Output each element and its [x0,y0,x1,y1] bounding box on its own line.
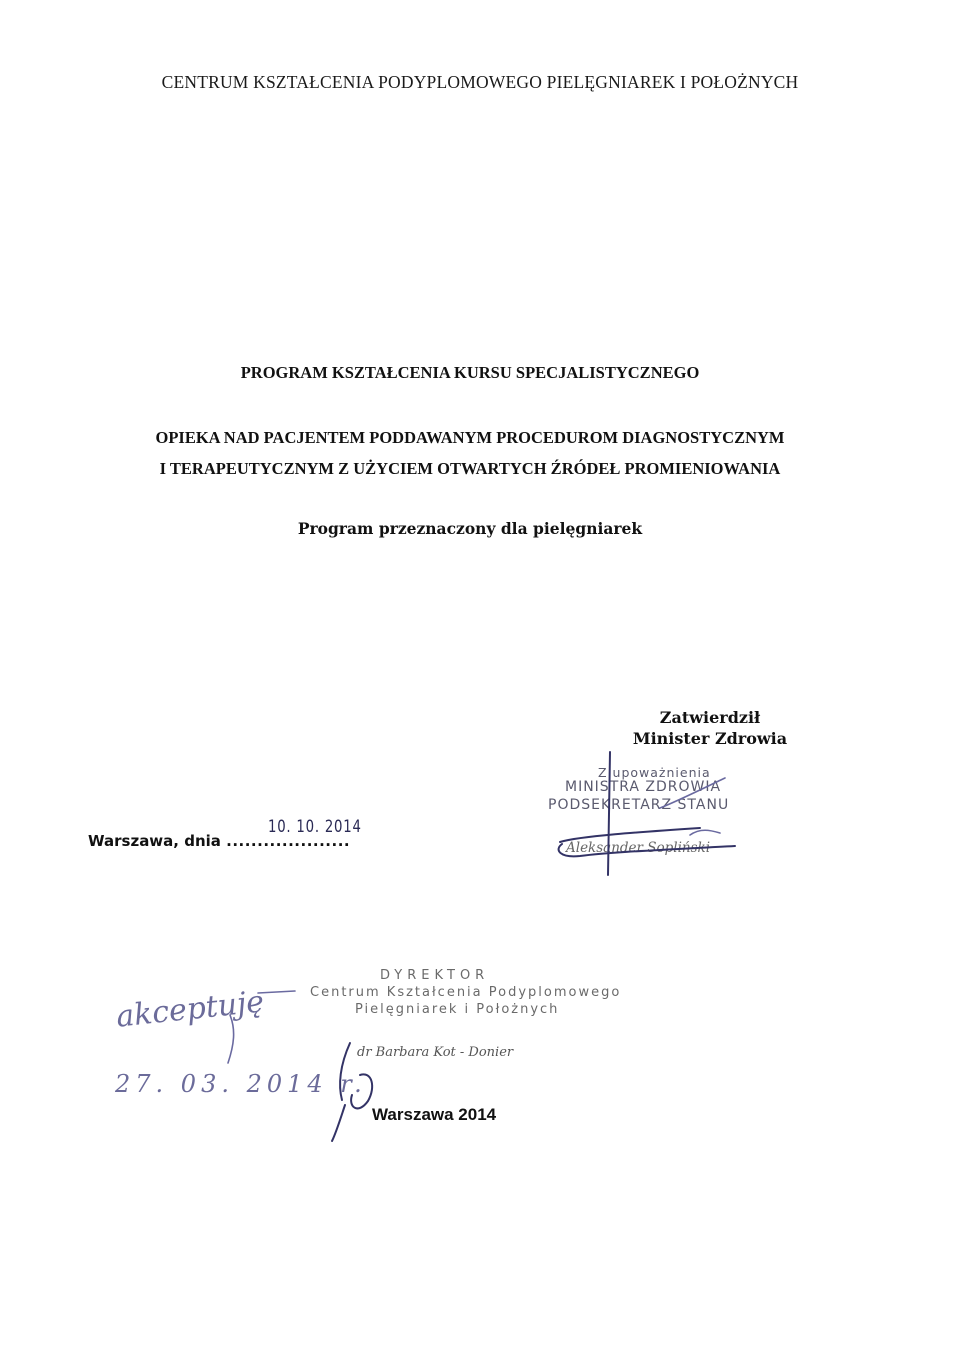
ministry-stamp-line-1: Z upoważnienia [598,765,711,780]
handwritten-acceptance-date: 27. 03. 2014 r. [115,1070,367,1098]
ministry-stamp-signature-name: Aleksander Sopliński [566,840,711,856]
director-stamp-line-2: Centrum Kształcenia Podyplomowego [310,985,622,1000]
course-title-line-1: OPIEKA NAD PACJENTEM PODDAWANYM PROCEDUROM DIAGNOSTYCZNYM [155,428,785,447]
institution-header: CENTRUM KSZTAŁCENIA PODYPLOMOWEGO PIELĘGNIAREK I POŁOŻNYCH [161,72,799,92]
director-stamp-name: dr Barbara Kot - Donier [357,1045,514,1060]
ministry-stamp-line-2: MINISTRA ZDROWIA [565,779,722,795]
approved-by-label: Zatwierdził [659,708,761,727]
program-audience: Program przeznaczony dla pielęgniarek [297,519,643,538]
approval-date-stamp: 10. 10. 2014 [268,817,362,837]
place-date-dots: .................... [226,832,351,850]
director-stamp-title: DYREKTOR [380,968,490,983]
ministry-signature-mark [540,740,770,880]
place-date-label: Warszawa, dnia [88,832,221,850]
ministry-stamp-line-3: PODSEKRETARZ STANU [548,797,730,813]
director-stamp-line-3: Pielęgniarek i Położnych [355,1002,560,1017]
handwritten-acceptance: akceptuję [114,984,266,1035]
program-title: PROGRAM KSZTAŁCENIA KURSU SPECJALISTYCZNEGO [240,363,700,382]
footer-place-year: Warszawa 2014 [372,1105,497,1124]
course-title-line-2: I TERAPEUTYCZNYM Z UŻYCIEM OTWARTYCH ŹRÓDEŁ PROMIENIOWANIA [159,459,781,478]
approved-by-minister: Minister Zdrowia [632,729,788,748]
director-signature-mark [200,975,400,1145]
